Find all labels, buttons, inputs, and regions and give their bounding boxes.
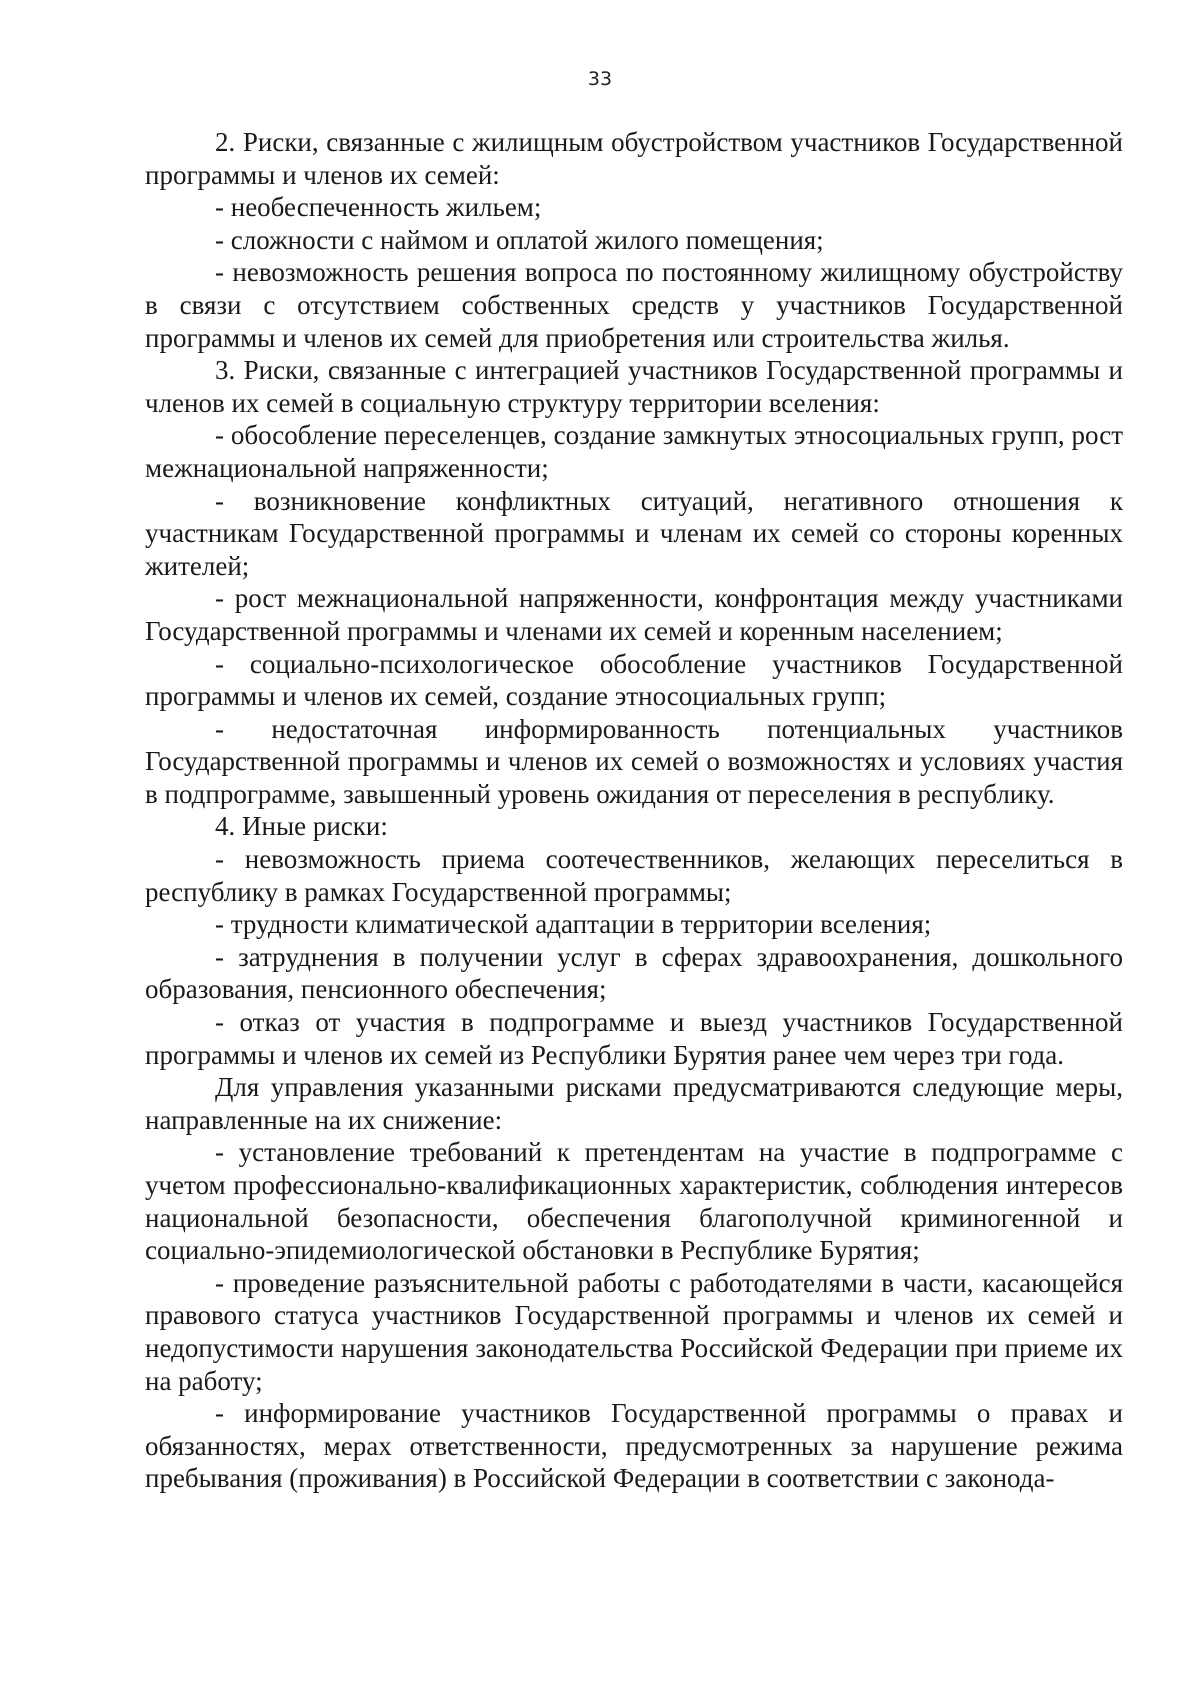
list-item: - информирование участников Государственной программы о правах и обязанностях, мерах ответственности, предусмотренных за нарушение режима пребывания (проживания) в Российской Федерации в соответствии с законода- <box>145 1398 1123 1494</box>
list-item: - сложности с наймом и оплатой жилого помещения; <box>215 224 824 255</box>
list-item: - обособление переселенцев, создание замкнутых этносоциальных групп, рост межнациональной напряженности; <box>145 420 1123 483</box>
list-item: - проведение разъяснительной работы с работодателями в части, касающейся правового статуса участников Государственной программы и членов их семей и недопустимости нарушения законодательства Российской Федерации при приеме их на работу; <box>145 1267 1123 1396</box>
list-item: - социально-психологическое обособление участников Государственной программы и членов их семей, создание этносоциальных групп; <box>145 648 1123 712</box>
document-body <box>145 126 1123 1495</box>
list-item: - трудности климатической адаптации в территории вселения; <box>215 909 932 940</box>
paragraph-integration-risks: 3. Риски, связанные с интеграцией участников Государственной программы и членов их семей в социальную структуру территории вселения: <box>145 355 1123 418</box>
paragraph-housing-risks: 2. Риски, связанные с жилищным обустройством участников Государственной программы и членов их семей: <box>145 127 1123 190</box>
list-item: - затруднения в получении услуг в сферах здравоохранения, дошкольного образования, пенсионного обеспечения; <box>145 941 1123 1005</box>
list-item: - невозможность решения вопроса по постоянному жилищному обустройству в связи с отсутствием собственных средств у участников Государственной программы и членов их семей для приобретения или строительства жилья. <box>145 257 1123 353</box>
list-item: - установление требований к претендентам на участие в подпрограмме с учетом профессионально-квалификационных характеристик, соблюдения интересов национальной безопасности, обеспечения благополучной криминогенной и социально-эпидемиологической обстановки в Республике Бурятия; <box>145 1137 1123 1266</box>
list-item: - невозможность приема соотечественников, желающих переселиться в республику в рамках Государственной программы; <box>145 844 1123 907</box>
list-item: - рост межнациональной напряженности, конфронтация между участниками Государственной программы и членами их семей и коренным населением; <box>145 583 1123 646</box>
list-item: - возникновение конфликтных ситуаций, негативного отношения к участникам Государственной программы и членам их семей со стороны коренных жителей; <box>145 485 1123 581</box>
list-item: - недостаточная информированность потенциальных участников Государственной программы и членов их семей о возможностях и условиях участия в подпрограмме, завышенный уровень ожидания от переселения в республику. <box>145 713 1123 809</box>
page-number: 33 <box>587 68 613 90</box>
paragraph-risk-management: Для управления указанными рисками предусматриваются следующие меры, направленные на их снижение: <box>145 1072 1123 1135</box>
list-item: - отказ от участия в подпрограмме и выезд участников Государственной программы и членов их семей из Республики Бурятия ранее чем через три года. <box>145 1007 1123 1070</box>
paragraph-other-risks: 4. Иные риски: <box>215 811 388 842</box>
list-item: - необеспеченность жильем; <box>215 192 542 223</box>
